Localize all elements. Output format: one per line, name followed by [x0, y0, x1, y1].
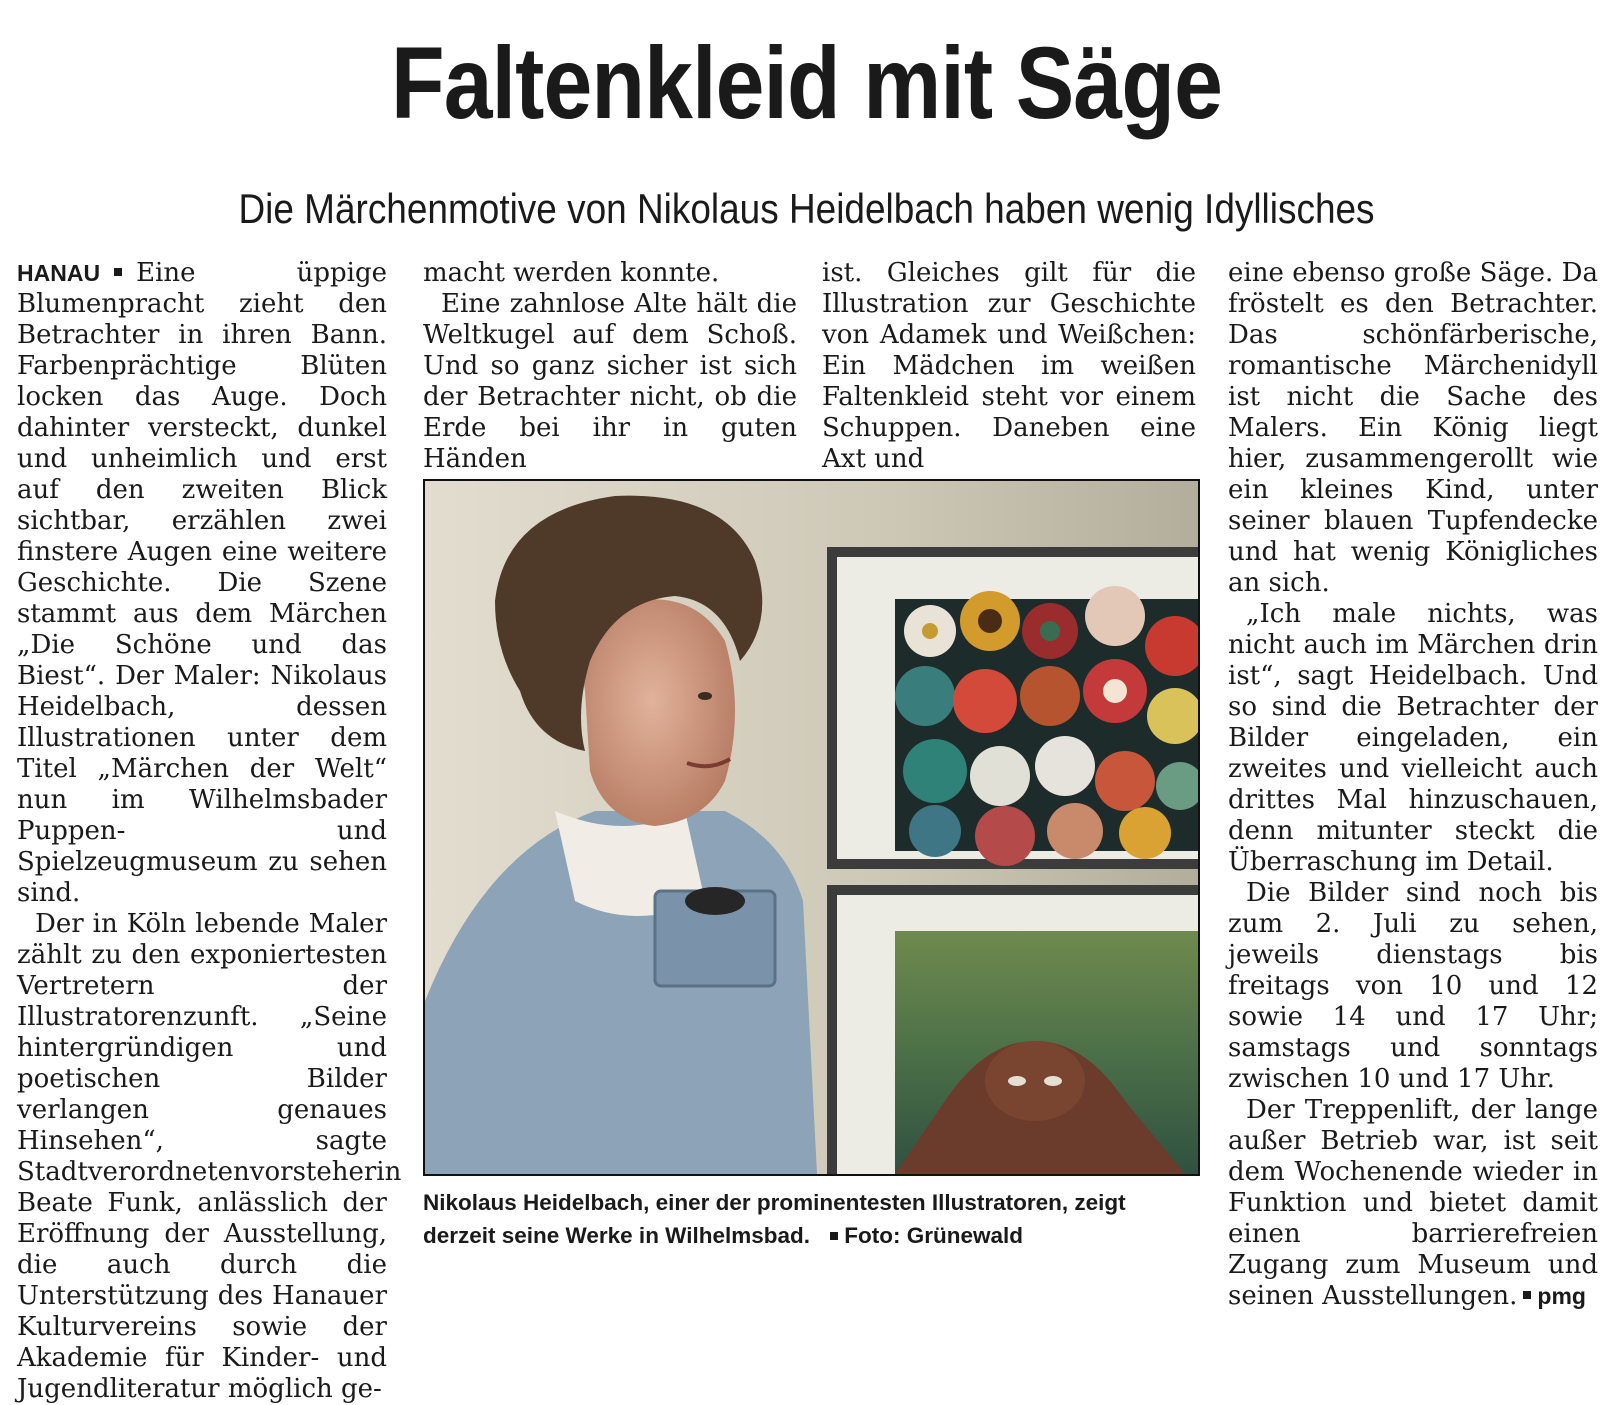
author-signature: pmg — [1537, 1283, 1586, 1309]
article-paragraph-continued: eine ebenso große Säge. Da fröstelt es den Betrachter. Das schönfärberische, romantische Märchenidyll ist nicht die Sache des Malers. Ein König liegt hier, zusammengerollt wie ein kleines Kind, unter seiner blauen Tupfendecke und hat wenig Königliches an sich. — [1228, 258, 1598, 598]
dateline: HANAU — [17, 260, 101, 286]
dateline-square-icon — [114, 268, 122, 276]
article-column-4 — [1228, 258, 1598, 1312]
photo-illustration — [425, 481, 1198, 1174]
article-paragraph: Der Treppenlift, der lange außer Betrieb war, ist seit dem Wochenende wieder in Funktion und bietet damit einen barrierefreien Zugang zum Museum und seinen Ausstellungen. pmg — [1228, 1095, 1598, 1311]
end-square-icon — [1523, 1291, 1531, 1299]
caption-square-icon — [830, 1232, 838, 1240]
article-paragraph: Eine zahnlose Alte hält die Weltkugel auf dem Schoß. Und so ganz sicher ist sich der Betrachter nicht, ob die Erde bei ihr in guten Händen — [423, 289, 797, 474]
article-paragraph-continued: ist. Gleiches gilt für die Illustration zur Geschichte von Adamek und Weißchen: Ein Mädchen im weißen Faltenkleid steht vor einem Schuppen. Daneben eine Axt und — [822, 258, 1196, 474]
article-column-3 — [822, 258, 1196, 475]
article-photo — [423, 479, 1200, 1176]
article-paragraph-continued: macht werden konnte. — [423, 258, 720, 288]
subheadline: Die Märchenmotive von Nikolaus Heidelbach haben wenig Idyllisches — [238, 185, 1375, 232]
photo-credit: Foto: Grünewald — [844, 1223, 1024, 1248]
article-paragraph: Die Bilder sind noch bis zum 2. Juli zu sehen, jeweils dienstags bis freitags von 10 und 12 sowie 14 und 17 Uhr; samstags und sonntags zwischen 10 und 17 Uhr. — [1228, 878, 1598, 1094]
headline: Faltenkleid mit Säge — [390, 26, 1223, 140]
article-paragraph: HANAU Eine üppige Blumenpracht zieht den Betrachter in ihren Bann. Farbenprächtige Blüten locken das Auge. Doch dahinter versteckt, dunkel und unheimlich und erst auf den zweiten Blick sichtbar, erzählen zwei finstere Augen eine weitere Geschichte. Die Szene stammt aus dem Märchen „Die Schöne und das Biest“. Der Maler: Nikolaus Heidelbach, dessen Illustrationen unter dem Titel „Märchen der Welt“ nun im Wilhelmsbader Puppen- und Spielzeugmuseum zu sehen sind. — [17, 258, 387, 908]
article-column-2 — [423, 258, 797, 475]
article-paragraph: Der in Köln lebende Maler zählt zu den exponiertesten Vertretern der Illustratorenzunft. „Seine hintergründigen und poetischen Bilder verlangen genaues Hinsehen“, sagte Stadtverordnetenvorsteherin Beate Funk, anlässlich der Eröffnung der Ausstellung, die auch durch die Unterstützung des Hanauer Kulturvereins sowie der Akademie für Kinder- und Jugendliteratur möglich ge- — [17, 909, 402, 1404]
article-paragraph: „Ich male nichts, was nicht auch im Märchen drin ist“, sagt Heidelbach. Und so sind die Betrachter der Bilder eingeladen, ein zweites und vielleicht auch drittes Mal hinzuschauen, denn mitunter steckt die Überraschung im Detail. — [1228, 599, 1598, 877]
photo-caption — [423, 1186, 1200, 1252]
caption-text: Nikolaus Heidelbach, einer der prominentesten Illustratoren, zeigt derzeit seine Werke in Wilhelmsbad. — [423, 1190, 1126, 1248]
article-column-1 — [17, 258, 402, 1405]
